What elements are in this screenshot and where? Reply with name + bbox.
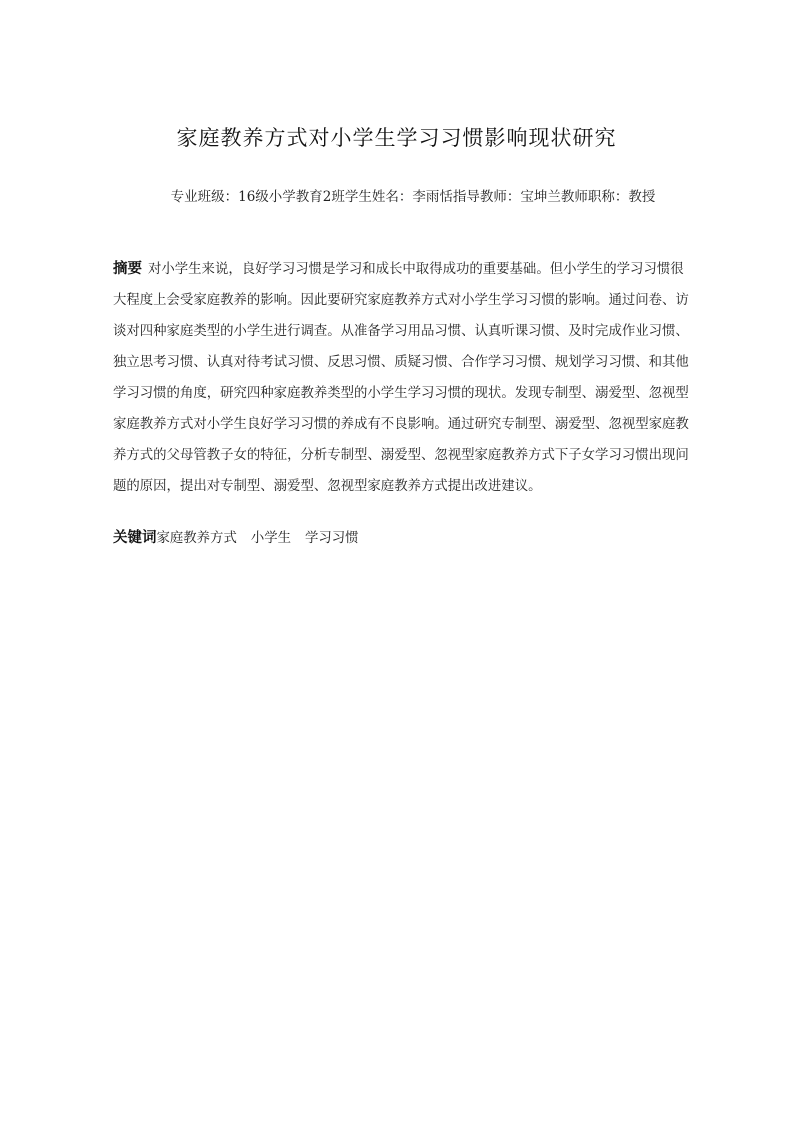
abstract-line: 独立思考习惯、认真对待考试习惯、反思习惯、质疑习惯、合作学习习惯、规划学习习惯、和其他 [113, 355, 689, 370]
author-info-line: 专业班级：16级小学教育2班学生姓名：李雨恬指导教师：宝坤兰教师职称：教授 [170, 189, 656, 205]
keyword-item: 家庭教养方式 [156, 531, 237, 546]
document-title: 家庭教养方式对小学生学习习惯影响现状研究 [176, 126, 617, 150]
abstract-text: 对小学生来说，良好学习习惯是学习和成长中取得成功的重要基础。但小学生的学习习惯很 [148, 262, 684, 277]
abstract-label: 摘要 [113, 261, 142, 277]
abstract-line: 学习习惯的角度，研究四种家庭教养类型的小学生学习习惯的现状。发现专制型、溺爱型、忽视型 [113, 386, 689, 401]
abstract-line: 家庭教养方式对小学生良好学习习惯的养成有不良影响。通过研究专制型、溺爱型、忽视型家庭教 [113, 417, 689, 432]
abstract-line: 养方式的父母管教子女的特征，分析专制型、溺爱型、忽视型家庭教养方式下子女学习习惯出现问 [113, 448, 689, 463]
abstract-line: 大程度上会受家庭教养的影响。因此要研究家庭教养方式对小学生学习习惯的影响。通过问卷、访 [113, 293, 689, 308]
abstract-line: 题的原因，提出对专制型、溺爱型、忽视型家庭教养方式提出改进建议。 [113, 479, 542, 494]
abstract-section [113, 254, 715, 502]
abstract-line: 谈对四种家庭类型的小学生进行调查。从准备学习用品习惯、认真听课习惯、及时完成作业习惯、 [113, 324, 689, 339]
abstract-line [113, 254, 715, 285]
keywords-section [113, 526, 373, 547]
keywords-label: 关键词 [113, 530, 157, 546]
keyword-item: 学习习惯 [305, 531, 359, 546]
keyword-item: 小学生 [250, 531, 292, 546]
